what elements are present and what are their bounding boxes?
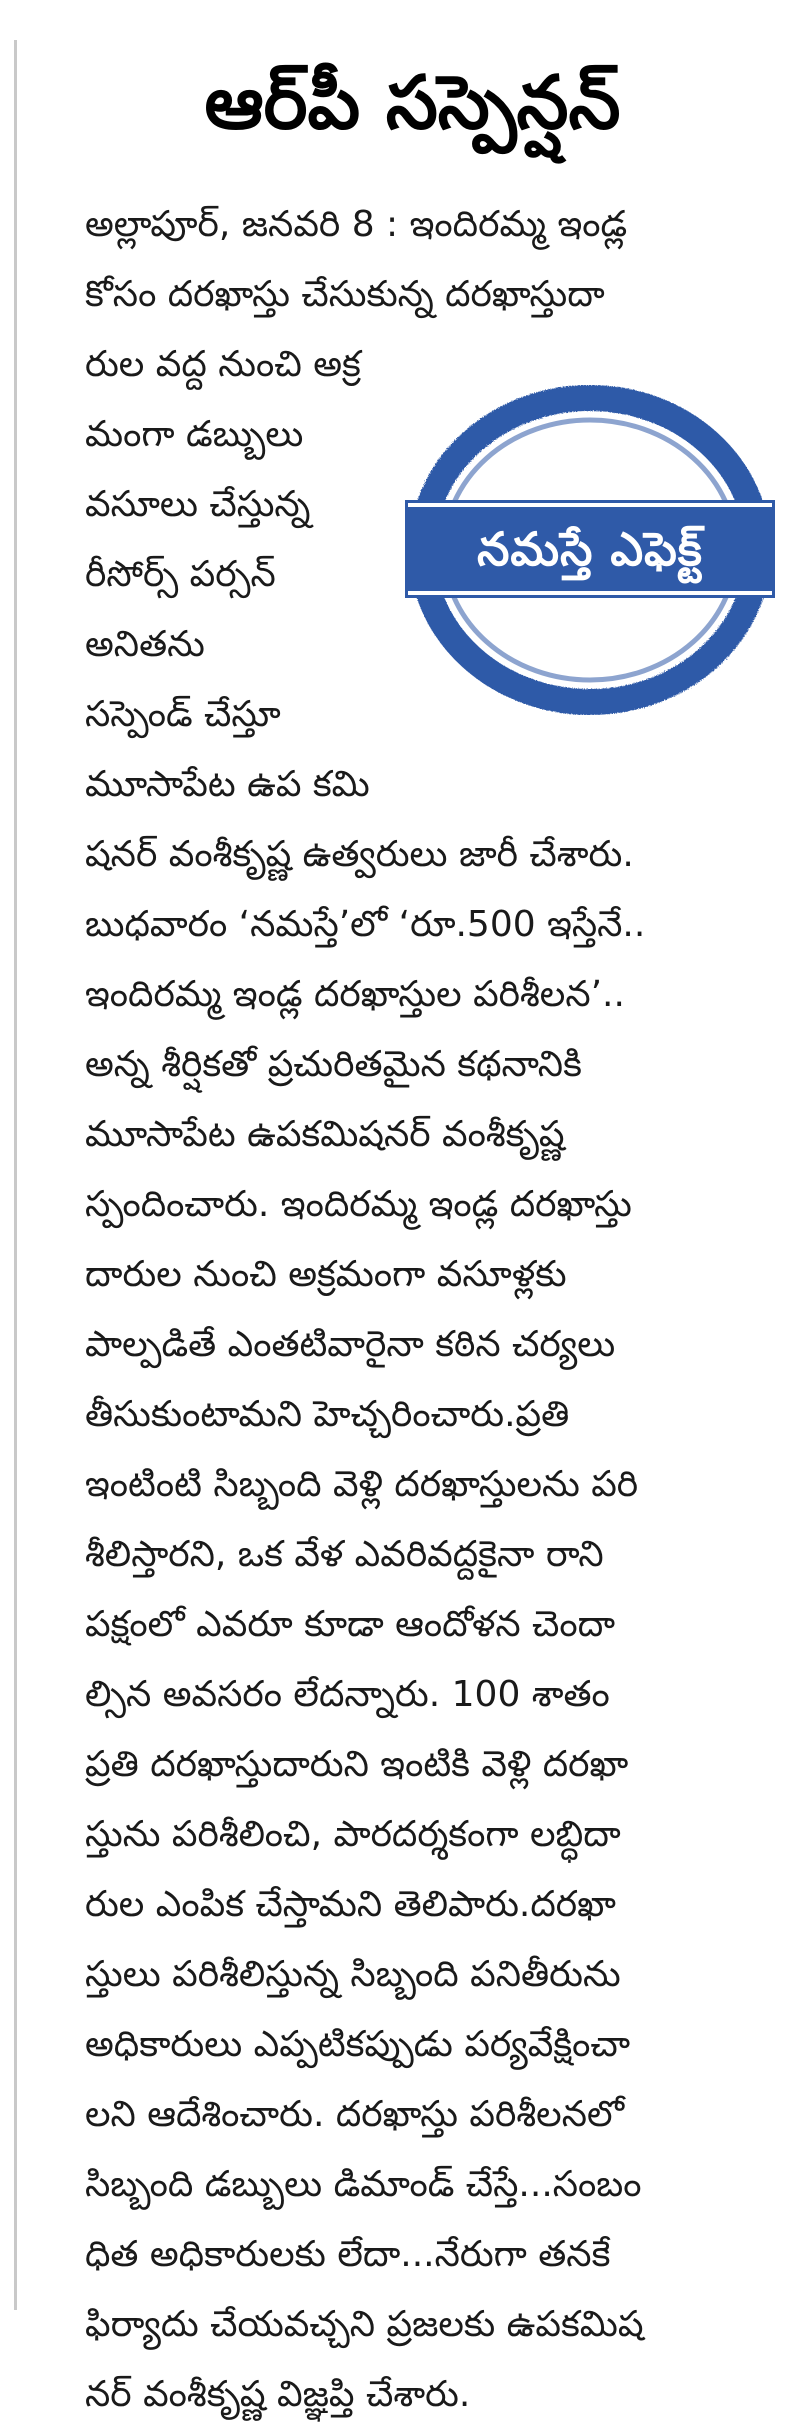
article-line: స్తులు పరిశీలిస్తున్న సిబ్బంది పనితీరును — [85, 1954, 621, 1995]
article-line: ప్రతి దరఖాస్తుదారుని ఇంటికి వెళ్లి దరఖా — [85, 1744, 629, 1785]
article-line: లని ఆదేశించారు. దరఖాస్తు పరిశీలనలో — [85, 2094, 625, 2135]
article-line: స్పందించారు. ఇందిరమ్మ ఇండ్ల దరఖాస్తు — [85, 1184, 632, 1225]
article-line: రుల వద్ద నుంచి అక్ర — [85, 344, 361, 385]
article-line: స్తును పరిశీలించి, పారదర్శకంగా లబ్ధిదా — [85, 1814, 621, 1855]
article-line: బుధవారం ‘నమస్తే’లో ‘రూ.500 ఇస్తేనే.. — [85, 904, 646, 945]
article-line: తీసుకుంటామని హెచ్చరించారు.ప్రతి — [85, 1394, 570, 1435]
article-line: సిబ్బంది డబ్బులు డిమాండ్‌ చేస్తే...సంబం — [85, 2164, 642, 2205]
article-line: రుల ఎంపిక చేస్తామని తెలిపారు.దరఖా — [85, 1884, 616, 1925]
article-line: ల్సిన అవసరం లేదన్నారు. 100 శాతం — [85, 1674, 610, 1715]
article-line: మంగా డబ్బులు — [85, 414, 304, 455]
article-line: దారుల నుంచి అక్రమంగా వసూళ్లకు — [85, 1254, 567, 1295]
article-line: ధిత అధికారులకు లేదా...నేరుగా తనకే — [85, 2234, 611, 2275]
article-line: కోసం దరఖాస్తు చేసుకున్న దరఖాస్తుదా — [85, 274, 605, 315]
article-line: వసూలు చేస్తున్న — [85, 484, 311, 525]
stamp-label: నమస్తే ఎఫెక్ట్ — [408, 503, 772, 595]
article-line: అధికారులు ఎప్పటికప్పుడు పర్యవేక్షించా — [85, 2024, 631, 2065]
article-line: పక్షంలో ఎవరూ కూడా ఆందోళన చెందా — [85, 1604, 616, 1645]
column-rule — [14, 40, 17, 2310]
article-body — [85, 190, 785, 2430]
article-line: అల్లాపూర్‌, జనవరి 8 : ఇందిరమ్మ ఇండ్ల — [85, 204, 628, 245]
article-line: పాల్పడితే ఎంతటివారైనా కఠిన చర్యలు — [85, 1324, 616, 1365]
headline: ఆర్‌పీ సస్పెన్షన్ — [204, 60, 621, 146]
article-line: అనితను — [85, 624, 205, 665]
article-line: మూసాపేట ఉప కమి — [85, 764, 370, 805]
article-line: మూసాపేట ఉపకమిషనర్‌ వంశీకృష్ణ — [85, 1114, 565, 1155]
article-line: సస్పెండ్‌ చేస్తూ — [85, 694, 281, 735]
article-line: షనర్‌ వంశీకృష్ణ ఉత్వరులు జారీ చేశారు. — [85, 834, 634, 875]
article-line: అన్న శీర్షికతో ప్రచురితమైన కథనానికి — [85, 1044, 582, 1085]
article-line: నర్‌ వంశీకృష్ణ విజ్ఞప్తి చేశారు. — [85, 2374, 471, 2415]
article-line: ఫిర్యాదు చేయవచ్చని ప్రజలకు ఉపకమిష — [85, 2304, 644, 2345]
article-line: ఇందిరమ్మ ఇండ్ల దరఖాస్తుల పరిశీలన’.. — [85, 974, 625, 1015]
article-line: ఇంటింటి సిబ్బంది వెళ్లి దరఖాస్తులను పరి — [85, 1464, 639, 1505]
article-line: రీసోర్స్‌ పర్సన్‌ — [85, 554, 276, 595]
article-line: శీలిస్తారని, ఒక వేళ ఎవరివద్దకైనా రాని — [85, 1534, 604, 1575]
